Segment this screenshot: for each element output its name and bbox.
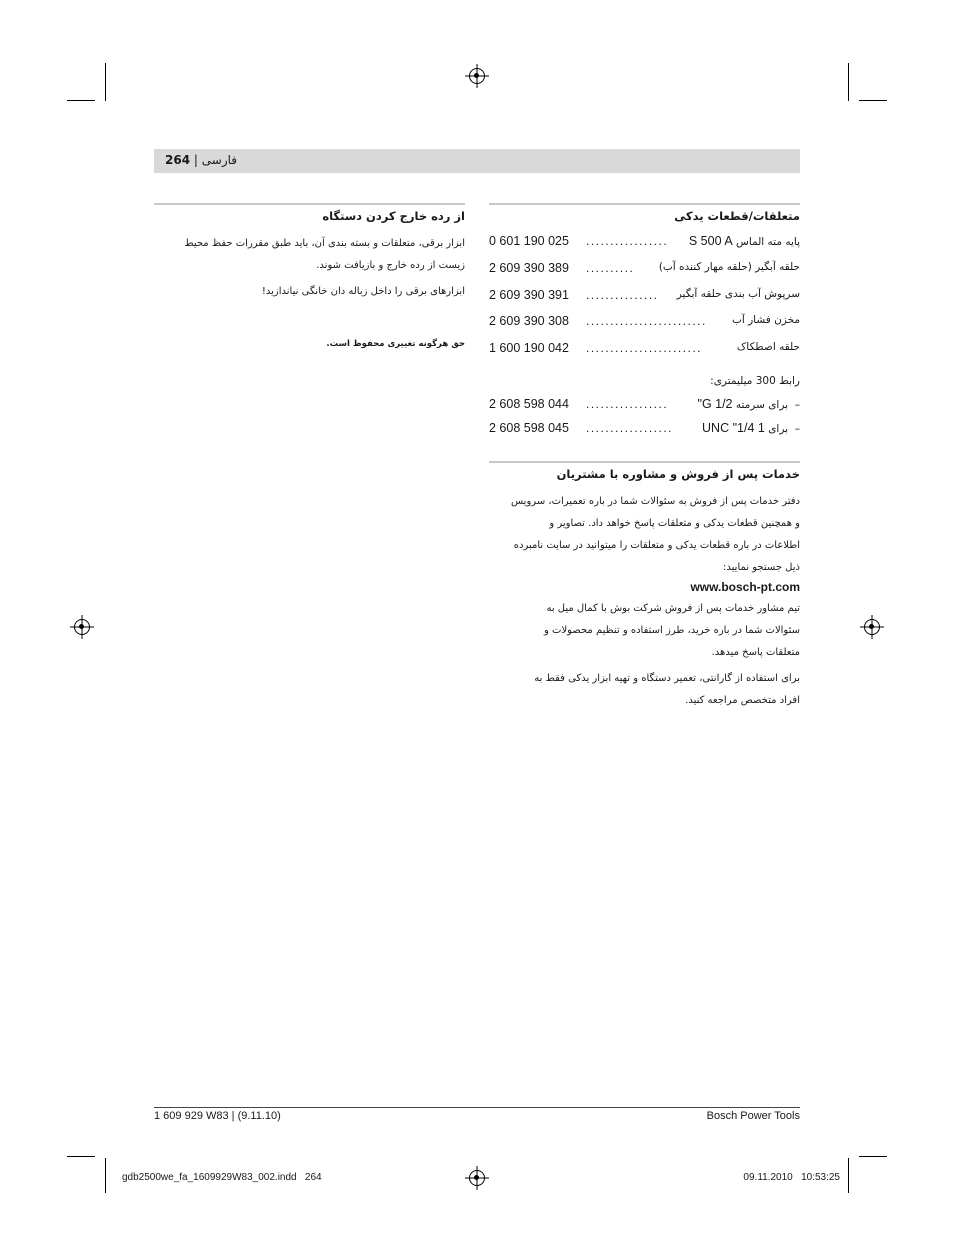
adapter-description: – برای 1 1/4" UNC xyxy=(702,421,800,435)
header-language: فارسی xyxy=(201,153,238,167)
registration-mark-icon xyxy=(469,68,485,84)
part-number: 2 609 390 389 xyxy=(489,261,569,275)
part-description: پایه مته الماس S 500 A xyxy=(688,234,800,248)
service-title: خدمات پس از فروش و مشاوره با مشتریان xyxy=(556,467,800,481)
leader-dots: .......... xyxy=(586,261,635,275)
warranty-paragraph: برای استفاده از گارانتی، تعمیر دستگاه و تهیه ابزار یدکی فقط به افراد متخصص مراجعه کنید. xyxy=(534,673,800,706)
header-separator: | xyxy=(193,153,198,167)
part-description: حلقه آبگیر (حلقه مهار کننده آب) xyxy=(658,261,800,273)
part-number: 1 600 190 042 xyxy=(489,341,569,355)
leader-dots: ............... xyxy=(586,288,659,302)
adapter-label: رابط 300 میلیمتری: xyxy=(710,375,800,387)
accessories-title: متعلقات/قطعات یدکی xyxy=(674,209,800,223)
crop-mark xyxy=(859,100,887,101)
print-filename: gdb2500we_fa_1609929W83_002.indd 264 xyxy=(122,1172,322,1183)
part-description: مخزن فشار آب xyxy=(731,314,800,326)
part-number: 2 609 390 391 xyxy=(489,288,569,302)
leader-dots: ................. xyxy=(586,397,669,411)
service-website-link[interactable]: www.bosch-pt.com xyxy=(690,580,800,594)
part-row xyxy=(489,234,800,254)
part-row xyxy=(489,341,800,361)
crop-mark xyxy=(105,63,106,101)
page-header-bar xyxy=(154,149,800,173)
crop-mark xyxy=(848,1158,849,1193)
disposal-warning: ابزارهای برقی را داخل زباله دان خانگی نیاندازید! xyxy=(261,286,465,297)
page-header xyxy=(165,153,237,167)
advisory-paragraph: تیم مشاور خدمات پس از فروش شرکت بوش با کمال میل به سئوالات شما در باره خرید، طرز استفاده و تنظیم محصولات و متعلقات پاسخ میدهد. xyxy=(544,603,800,658)
registration-mark-icon xyxy=(864,619,880,635)
disposal-title: از رده خارج کردن دستگاه xyxy=(322,209,465,223)
service-paragraph: دفتر خدمات پس از فروش به سئوالات شما در باره تعمیرات، سرویس و همچنین قطعات یدکی و متعلقات پاسخ خواهد داد. تصاویر و اطلاعات در باره قطعات یدکی و متعلقات را میتوانید در سایت نامبرده ذیل جستجو نمایید: xyxy=(510,496,800,573)
leader-dots: ........................ xyxy=(586,341,703,355)
crop-mark xyxy=(67,100,95,101)
part-number: 2 609 390 308 xyxy=(489,314,569,328)
copyright-note: حق هرگونه تغییری محفوظ است. xyxy=(326,339,465,349)
part-number: 2 608 598 044 xyxy=(489,397,569,411)
part-description: حلقه اصطکاک xyxy=(736,341,800,353)
part-row xyxy=(489,314,800,334)
registration-mark-icon xyxy=(74,619,90,635)
part-description: سرپوش آب بندی حلقه آبگیر xyxy=(676,288,800,300)
crop-mark xyxy=(105,1158,106,1193)
section-rule xyxy=(154,203,465,205)
section-rule xyxy=(489,203,800,205)
part-row xyxy=(489,261,800,281)
leader-dots: .................. xyxy=(586,421,674,435)
crop-mark xyxy=(67,1156,95,1157)
leader-dots: ................. xyxy=(586,234,669,248)
crop-mark xyxy=(848,63,849,101)
adapter-row xyxy=(489,397,800,417)
footer-rule xyxy=(154,1107,800,1108)
registration-mark-icon xyxy=(469,1170,485,1186)
part-row xyxy=(489,288,800,308)
adapter-description: – برای سرمته G 1/2" xyxy=(697,397,800,411)
leader-dots: ......................... xyxy=(586,314,707,328)
crop-mark xyxy=(859,1156,887,1157)
adapter-row xyxy=(489,421,800,441)
document-number: 1 609 929 W83 | (9.11.10) xyxy=(154,1110,281,1122)
disposal-paragraph: ابزار برقی، متعلقات و بسته بندی آن، باید طبق مقررات حفظ محیط زیست از رده خارج و بازیافت شوند. xyxy=(184,238,465,271)
part-number: 0 601 190 025 xyxy=(489,234,569,248)
part-number: 2 608 598 045 xyxy=(489,421,569,435)
brand-name: Bosch Power Tools xyxy=(706,1110,800,1122)
print-datetime: 09.11.2010 10:53:25 xyxy=(743,1172,840,1183)
page-number: 264 xyxy=(165,153,191,167)
section-rule xyxy=(489,461,800,463)
